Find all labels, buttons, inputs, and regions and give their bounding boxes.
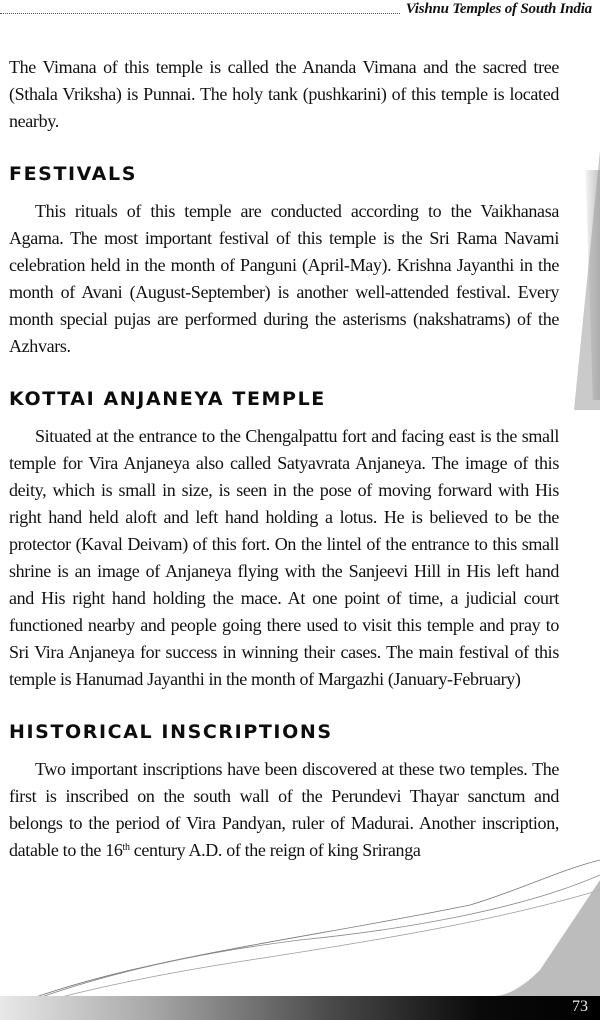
inscriptions-text-part-2: century A.D. of the reign of king Sriranga — [129, 840, 421, 860]
intro-paragraph: The Vimana of this temple is called the Ananda Vimana and the sacred tree (Sthala Vriksha) is Punnai. The holy tank (pushkarini) of this temple is located nearby. — [9, 57, 559, 131]
running-title: Vishnu Temples of South India — [405, 1, 592, 17]
ordinal-superscript: th — [122, 842, 130, 853]
header-dotted-rule — [0, 13, 400, 14]
running-header — [0, 0, 600, 22]
page-number: 73 — [572, 998, 588, 1015]
footer-bar — [0, 996, 600, 1020]
festivals-paragraph: This rituals of this temple are conducted according to the Vaikhanasa Agama. The most important festival of this temple is the Sri Rama Navami celebration held in the month of Panguni (April-May). Krishna Jayanthi in the month of Avani (August-September) is another well-attended festival. Every month special pujas are performed during the asterisms (nakshatrams) of the Azhvars. — [9, 201, 559, 356]
section-heading-festivals: FESTIVALS — [9, 163, 137, 185]
page-body — [9, 54, 559, 864]
kottai-anjaneya-paragraph: Situated at the entrance to the Chengalpattu fort and facing east is the small temple for Vira Anjaneya also called Satyavrata Anjaneya. The image of this deity, which is small in size, is seen in the pose of moving forward with His right hand held aloft and left hand holding a lotus. He is believed to be the protector (Kaval Deivam) of this fort. On the lintel of the entrance to this small shrine is an image of Anjaneya flying with the Sanjeevi Hill in His left hand and His right hand holding the mace. At one point of time, a judicial court functioned nearby and people going there used to visit this temple and pray to Sri Vira Anjaneya for success in winning their cases. The main festival of this temple is Hanumad Jayanthi in the month of Margazhi (January-February) — [9, 426, 559, 689]
historical-inscriptions-paragraph — [9, 756, 559, 864]
section-heading-historical-inscriptions: HISTORICAL INSCRIPTIONS — [9, 721, 333, 743]
section-heading-kottai-anjaneya: KOTTAI ANJANEYA TEMPLE — [9, 388, 326, 410]
inscriptions-text-part-1: Two important inscriptions have been discovered at these two temples. The first is inscribed on the south wall of the Perundevi Thayar sanctum and belongs to the period of Vira Pandyan, ruler of Madurai. Another inscription, datable to the 16 — [9, 759, 559, 860]
